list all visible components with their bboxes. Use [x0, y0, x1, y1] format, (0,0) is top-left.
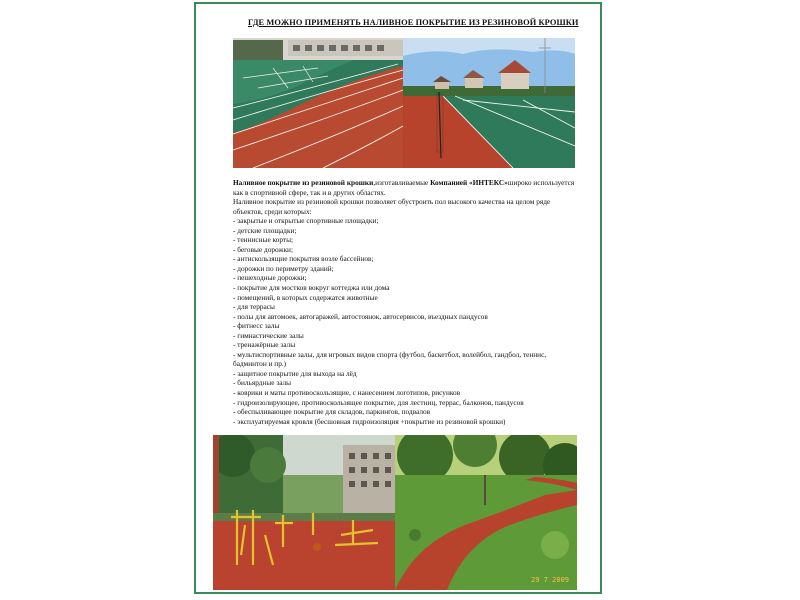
company-name: Компанией «ИНТЕКС» [430, 178, 508, 187]
list-item: - покрытие для мостков вокруг коттеджа или дома [233, 283, 390, 293]
list-item: - для террасы [233, 302, 275, 312]
list-item: - обеспыливающее покрытие для складов, паркингов, подвалов [233, 407, 431, 417]
list-item: - помещений, в которых содержатся животные [233, 292, 378, 302]
intro-paragraph-2: Наливное покрытие из резиновой крошки позволяет обустроить пол высокого качества на целом ряде объектов, среди которых: [233, 197, 551, 216]
list-item: - теннисные корты; [233, 235, 293, 245]
intro-text-1: ,изготавливаемые [373, 178, 431, 187]
list-item: - коврики и маты противоскользящие, с нанесением логотипов, рисунков [233, 388, 461, 398]
intro-bold-lead: Наливное покрытие из резиновой крошки [233, 178, 374, 187]
park-path-photo [395, 435, 577, 590]
list-item: - дорожки по периметру зданий; [233, 263, 334, 273]
list-item: - полы для автомоек, автогаражей, автостоянок, автосервисов, въездных пандусов [233, 311, 488, 321]
list-item: - детские площадки; [233, 225, 297, 235]
list-item: - тренажёрные залы [233, 340, 296, 350]
list-item: - гидроизолирующее, противоскользящее покрытие, для лестниц, террас, балконов, пандусов [233, 397, 524, 407]
list-item: - эксплуатируемая кровля (бесшовная гидроизоляция +покрытие из резиновой крошки) [233, 416, 506, 426]
intro-text-2: широко используется как в спортивной сфере, так и в других областях. [233, 178, 575, 197]
list-item: - беговые дорожки; [233, 244, 293, 254]
document-body [233, 178, 578, 426]
list-item: - защитное покрытие для выхода на лёд [233, 368, 357, 378]
document-title: ГДЕ МОЖНО ПРИМЕНЯТЬ НАЛИВНОЕ ПОКРЫТИЕ ИЗ РЕЗИНОВОЙ КРОШКИ [248, 18, 579, 27]
intro-paragraph [233, 178, 578, 197]
running-track-photo [233, 38, 403, 168]
application-list [233, 216, 578, 426]
outdoor-gym-photo [213, 435, 395, 590]
list-item: - мультиспортивные залы, для игровых видов спорта (футбол, баскетбол, волейбол, гандбол, теннис, бадминтон и пр.) [233, 349, 547, 369]
list-item: - фитнесс залы [233, 321, 280, 331]
photo-timestamp: 29 7 2009 [531, 576, 569, 584]
tennis-court-photo [403, 38, 575, 168]
list-item: - гимнастические залы [233, 330, 304, 340]
list-item: - закрытые и открытые спортивные площадки; [233, 216, 379, 226]
list-item: - пешеходные дорожки; [233, 273, 307, 283]
list-item: - бильярдные залы [233, 378, 292, 388]
list-item: - антискользящие покрытия возле бассейнов; [233, 254, 374, 264]
